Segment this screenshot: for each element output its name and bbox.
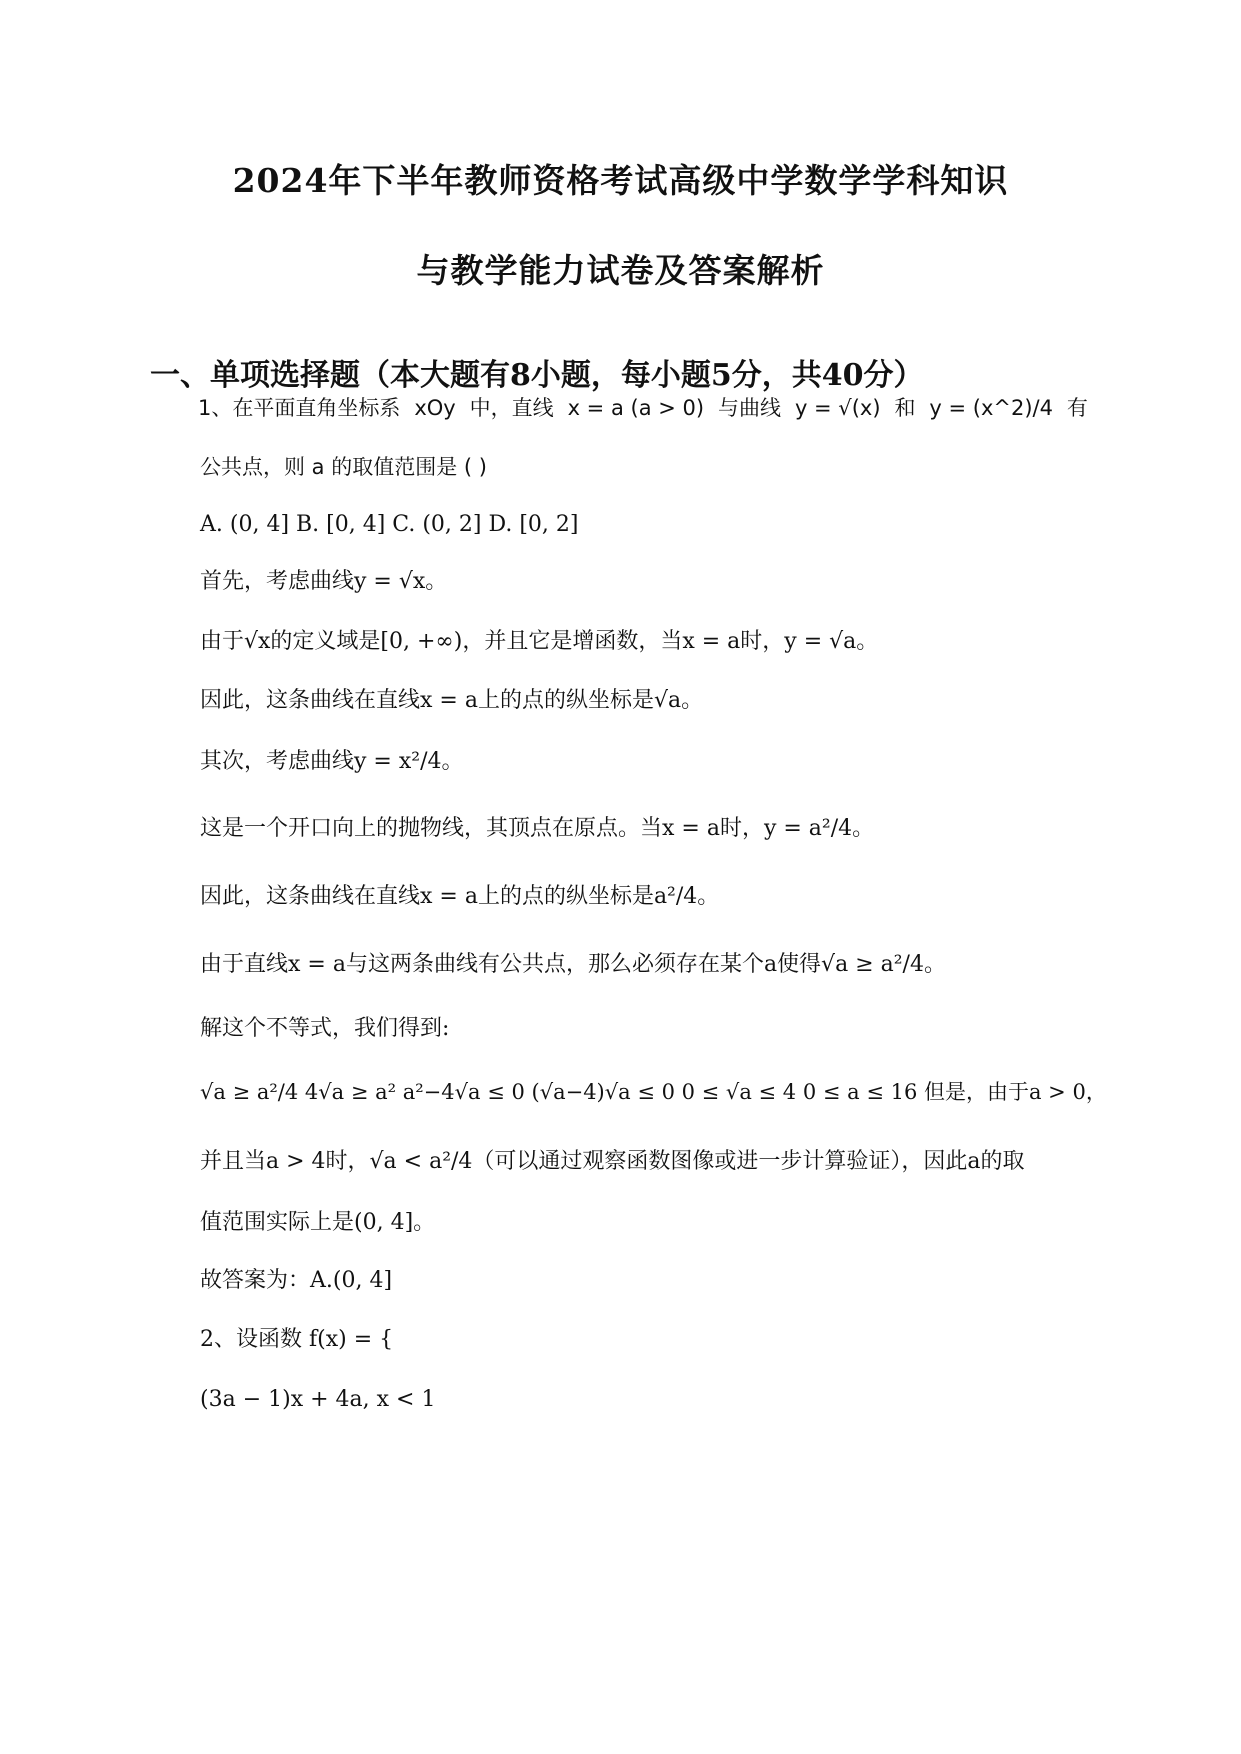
q1-solution-line: 这是一个开口向上的抛物线，其顶点在原点。当x = a时，y = a²/4。 — [200, 816, 875, 841]
q1-stem-line-1 — [198, 391, 1088, 425]
q1-options: A. (0, 4] B. [0, 4] C. (0, 2] D. [0, 2] — [200, 512, 579, 537]
document-title-line-2: 与教学能力试卷及答案解析 — [416, 251, 825, 290]
q1-stem-part: 与曲线 — [718, 396, 781, 420]
q1-stem-part: 和 — [894, 396, 916, 420]
document-title-line-1: 2024年下半年教师资格考试高级中学数学学科知识 — [232, 161, 1009, 200]
q1-inequality-chain: √a ≥ a²/4 4√a ≥ a² a²−4√a ≤ 0 (√a−4)√a ≤ 0 0 ≤ √a ≤ 4 0 ≤ a ≤ 16 但是，由于a > 0， — [200, 1080, 1107, 1104]
q1-solution-line: 解这个不等式，我们得到: — [200, 1016, 450, 1041]
q1-solution-line: 其次，考虑曲线y = x²/4。 — [200, 749, 464, 774]
q1-solution-line: 首先，考虑曲线y = √x。 — [200, 569, 448, 594]
q1-stem-part: y = √(x) — [794, 396, 881, 420]
q1-solution-line: 因此，这条曲线在直线x = a上的点的纵坐标是a²/4。 — [200, 884, 720, 909]
q1-stem-line-2: 公共点，则 a 的取值范围是 ( ) — [200, 455, 487, 479]
q1-stem-part: 1、在平面直角坐标系 — [198, 396, 401, 420]
q1-solution-line: 因此，这条曲线在直线x = a上的点的纵坐标是√a。 — [200, 688, 704, 713]
q1-stem-part: 中，直线 — [469, 396, 554, 420]
q1-solution-line: 值范围实际上是(0, 4]。 — [200, 1210, 436, 1235]
q1-answer: 故答案为：A.(0, 4] — [200, 1268, 393, 1293]
q1-stem-part: 有 — [1066, 396, 1088, 420]
q1-stem-part: y = (x^2)/4 — [929, 396, 1053, 420]
q1-stem-part: xOy — [414, 396, 456, 420]
q2-case-1: (3a − 1)x + 4a, x < 1 — [200, 1387, 436, 1412]
q1-solution-line: 并且当a > 4时，√a < a²/4（可以通过观察函数图像或进一步计算验证），因此a的取 — [200, 1149, 1025, 1174]
q1-solution-line: 由于√x的定义域是[0, +∞)，并且它是增函数，当x = a时，y = √a。 — [200, 629, 879, 654]
q1-stem-part: x = a (a > 0) — [567, 396, 705, 420]
q2-stem: 2、设函数 f(x) = { — [200, 1327, 394, 1352]
section-heading: 一、单项选择题（本大题有8小题，每小题5分，共40分） — [150, 358, 924, 393]
q1-solution-line: 由于直线x = a与这两条曲线有公共点，那么必须存在某个a使得√a ≥ a²/4。 — [200, 952, 946, 977]
